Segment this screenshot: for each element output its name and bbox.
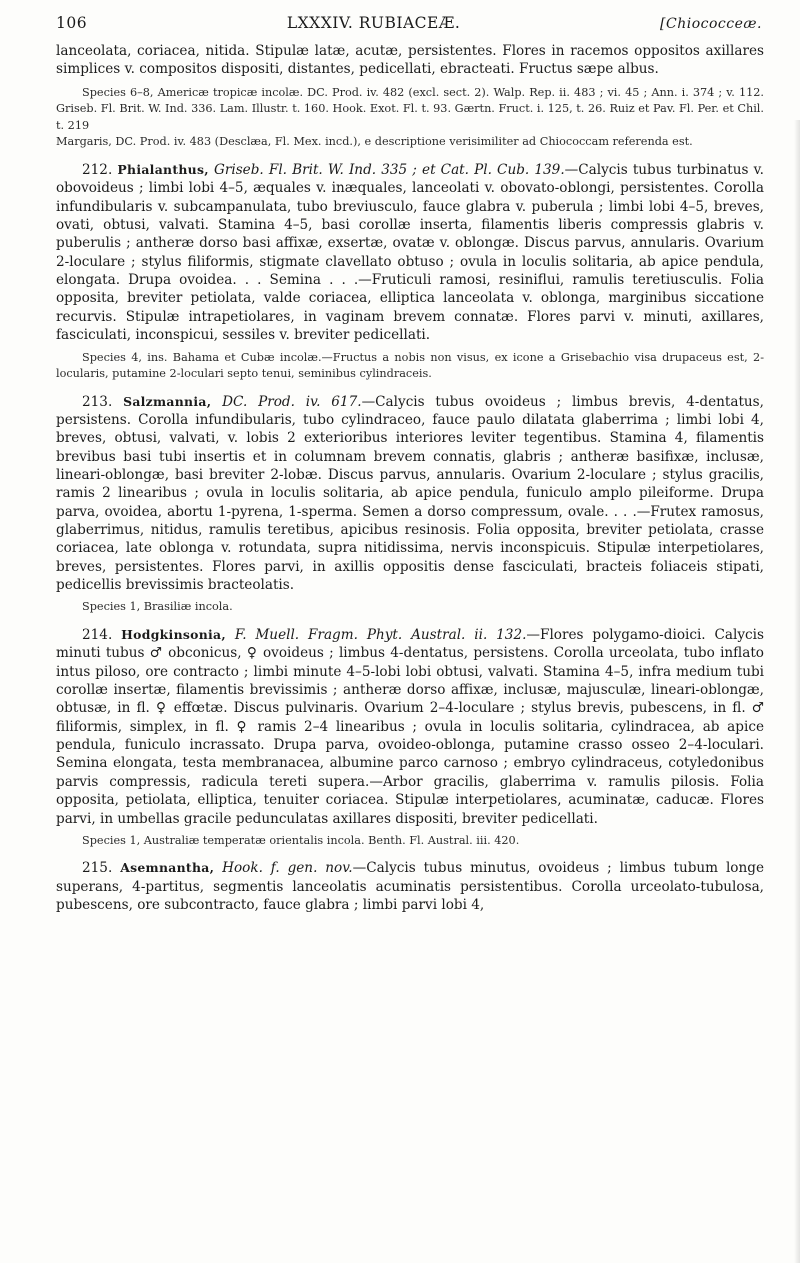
genus-number: 214.	[82, 627, 113, 644]
page-number: 106	[56, 14, 88, 32]
genus-entry-214	[56, 626, 764, 849]
intro-species-note-text: Species 6–8, Americæ tropicæ incolæ. DC. Prod. iv. 482 (excl. sect. 2). Walp. Rep. ii. 483 ; vi. 45 ; Ann. i. 374 ; v. 112. Griseb. Fl. Brit. W. Ind. 336. Lam. Illustr. t. 160. Hook. Exot. Fl. t. 93. Gærtn. Fruct. i. 125, t. 26. Ruiz et Pav. Fl. Per. et Chil. t. 219	[56, 85, 764, 132]
genus-number: 212.	[82, 162, 113, 179]
genus-name: Salzmannia,	[123, 393, 212, 409]
genus-description	[56, 626, 764, 828]
genus-description	[56, 161, 764, 344]
intro-paragraph: lanceolata, coriacea, nitida. Stipulæ latæ, acutæ, persistentes. Flores in racemos oppositos axillares simplices v. compositos dispositi, distantes, pedicellati, ebracteati. Fructus sæpe albus.	[56, 43, 764, 78]
genus-description-text: —Flores polygamo-dioici. Calycis minuti tubus ♂ obconicus, ♀ ovoideus ; limbus 4-dentatus, persistens. Corolla urceolata, tubo inflato intus piloso, ore contracto ; limbi minute 4–5-lobi lobi obtusi, valvati. Stamina 4–5, infra medium tubi corollæ insertæ, filamentis brevissimis ; antheræ dorso affixæ, inclusæ, majusculæ, lineari-oblongæ, obtusæ, in fl. ♀ effœtæ. Discus pulvinaris. Ovarium 2–4-loculare ; stylus brevis, pubescens, in fl. ♂ filiformis, simplex, in fl. ♀ ramis 2–4 linearibus ; ovula in loculis solitaria, cylindracea, ab apice pendula, funiculo incrassato. Drupa parva, ovoideo-oblonga, putamine crasso osseo 2–4-loculari. Semina elongata, testa membranacea, albumine parco carnoso ; embryo cylindraceus, cotyledonibus parvis compressis, radicula tereti supera.—Arbor gracilis, glaberrima v. ramulis pilosis. Folia opposita, petiolata, elliptica, tenuiter coriacea. Stipulæ interpetiolares, acuminatæ, caducæ. Flores parvi, in umbellas gracile pedunculatas axillares dispositi, breviter pedicellati.	[56, 627, 764, 827]
genus-species-note: Species 1, Australiæ temperatæ orientalis incola. Benth. Fl. Austral. iii. 420.	[82, 833, 520, 847]
genus-number: 215.	[82, 860, 113, 877]
scan-edge-shadow	[794, 120, 800, 1263]
genus-authority: F. Muell. Fragm. Phyt. Austral. ii. 132.	[234, 627, 527, 644]
genus-description	[56, 393, 764, 595]
section-title: [Chiococceæ.	[660, 16, 762, 32]
genus-number: 213.	[82, 393, 113, 410]
genus-entry-213	[56, 393, 764, 616]
genus-description	[56, 859, 764, 914]
genus-name: Phialanthus,	[117, 162, 209, 178]
genus-description-text: —Calycis tubus ovoideus ; limbus brevis, 4-dentatus, persistens. Corolla infundibularis, tubo cylindraceo, fauce paulo dilatata glaberrima ; limbi lobi 4, breves, obtusi, valvati, v. lobis 2 exterioribus interiores leviter tegentibus. Stamina 4, filamentis brevibus basi tubi insertis et in columnam brevem connatis, glabris ; antheræ basifixæ, inclusæ, lineari-oblongæ, basi breviter 2-lobæ. Discus parvus, annularis. Ovarium 2-loculare ; stylus gracilis, ramis 2 linearibus ; ovula in loculis solitaria, ab apice pendula, funiculo amplo pileiforme. Drupa parva, ovoidea, abortu 1-pyrena, 1-sperma. Semen a dorso compressum, ovale. . . .—Frutex ramosus, glaberrimus, nitidus, ramulis teretibus, apicibus resinosis. Folia opposita, breviter petiolata, crasse coriacea, late oblonga v. rotundata, supra nitidissima, nervis inconspicuis. Stipulæ interpetiolares, breves, persistentes. Flores parvi, in axillis oppositis dense fasciculati, bracteis foliaceis stipati, pedicellis brevissimis bracteolatis.	[56, 393, 764, 594]
running-title: LXXXIV. RUBIACEÆ.	[286, 14, 461, 32]
genus-species-note: Species 4, ins. Bahama et Cubæ incolæ.—Fructus a nobis non visus, ex icone a Grisebachio visa drupaceus est, 2-locularis, putamine 2-loculari septo tenui, seminibus cylindraceis.	[56, 350, 764, 381]
genus-description-text: —Calycis tubus minutus, ovoideus ; limbus tubum longe superans, 4-partitus, segmentis lanceolatis acuminatis persistentibus. Corolla urceolato-tubulosa, pubescens, ore subcontracto, fauce glabra ; limbi parvi lobi 4,	[56, 860, 764, 914]
page-body	[56, 42, 764, 914]
genus-name: Asemnantha,	[120, 860, 215, 876]
intro-species-note	[56, 85, 764, 151]
genus-authority: DC. Prod. iv. 617.	[222, 393, 362, 410]
genus-species-note: Species 1, Brasiliæ incola.	[82, 600, 233, 614]
page-header	[56, 14, 762, 32]
genus-description-text: —Calycis tubus turbinatus v. obovoideus ; limbi lobi 4–5, æquales v. inæquales, lanceolati v. obovato-oblongi, persistentes. Corolla infundibularis v. subcampanulata, tubo breviusculo, fauce glabra v. puberula ; limbi lobi 4–5, breves, ovati, obtusi, valvati. Stamina 4–5, basi corollæ inserta, filamentis liberis compressis glabris v. puberulis ; antheræ dorso basi affixæ, exsertæ, ovatæ v. oblongæ. Discus parvus, annularis. Ovarium 2-loculare ; stylus filiformis, stigmate clavellato obtuso ; ovula in loculis solitaria, ab apice pendula, elongata. Drupa ovoidea. . . Semina . . .—Fruticuli ramosi, resiniflui, ramulis teretiusculis. Folia opposita, breviter petiolata, valde coriacea, elliptica lanceolata v. oblonga, marginibus siccatione recurvis. Stipulæ intrapetiolares, in vaginam brevem connatæ. Flores parvi v. minuti, axillares, fasciculati, inconspicui, sessiles v. breviter pedicellati.	[56, 162, 764, 344]
genus-authority: Hook. f. gen. nov.	[222, 860, 353, 877]
intro-species-note-text-2: Margaris, DC. Prod. iv. 483 (Desclæa, Fl. Mex. incd.), e descriptione verisimiliter ad Chiococcam referenda est.	[56, 135, 693, 149]
genus-authority: Griseb. Fl. Brit. W. Ind. 335 ; et Cat. Pl. Cub. 139.	[214, 162, 565, 179]
genus-entry-215	[56, 859, 764, 914]
genus-name: Hodgkinsonia,	[121, 627, 226, 643]
genus-entry-212	[56, 161, 764, 383]
